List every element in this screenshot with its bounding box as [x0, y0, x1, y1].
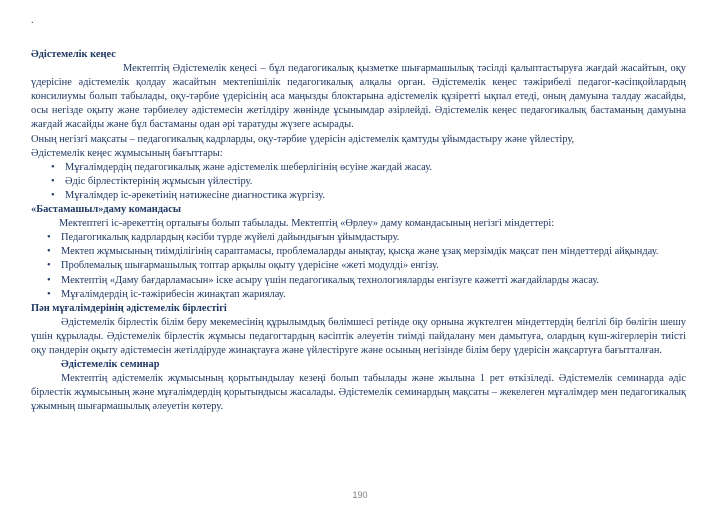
page-content: [31, 48, 686, 414]
association-heading: Пән мұғалімдерінің әдістемелік бірлестігі: [31, 302, 227, 314]
page-number: 190: [352, 490, 368, 500]
council-goal: Оның негізгі мақсаты – педагогикалық кадрларды, оқу-тәрбие үдерісін әдістемелік қамтуды ұйымдастыру және үйлестіру,: [31, 133, 575, 145]
list-item: • Мұғалімдер іс-әрекетінің нәтижесіне диагностика жүргізу.: [31, 189, 686, 203]
list-item: • Әдіс бірлестіктерінің жұмысын үйлестіру.: [31, 175, 686, 189]
list-item: • Мұғалімдердің педагогикалық және әдістемелік шеберлігінің өсуіне жағдай жасау.: [31, 161, 686, 175]
list-item: • Проблемалық шығармашылық топтар арқылы оқыту үдерісіне «жеті модулді» енгізу.: [31, 259, 686, 273]
council-directions-title: Әдістемелік кеңес жұмысының бағыттары:: [31, 147, 223, 159]
council-directions-list: [31, 161, 686, 203]
association-paragraph: Әдістемелік бірлестік білім беру мекемесінің құрылымдық бөлімшесі ретінде оқу орнына жүктелген міндеттердің белгілі бір бөлігін шешу үшін құрылады. Әдістемелік бірлестік жұмысы педагогтардың кәсіптік әлеуетін тиімді пайдалану мен дамытуға, олардың күш-жігерлерін тиісті оқу пәндерін оқыту әдістемесін жетілдіруде жинақтауға және үйлестіруге және осының негізінде білім беру үдерісін жақсартуға бағытталған.: [31, 316, 686, 356]
top-mark: .: [31, 15, 34, 26]
council-heading: Әдістемелік кеңес: [31, 49, 116, 60]
list-item: • Педагогикалық кадрлардың кәсіби түрде жүйелі дайындығын ұйымдастыру.: [31, 231, 686, 245]
list-item: • Мектеп жұмысының тиімділігінің сараптамасы, проблемаларды анықтау, қысқа және ұзақ мерзімдік мақсат пен міндеттерді айқындау.: [31, 245, 686, 259]
list-item: • Мұғалімдердің іс-тәжірибесін жинақтап жариялау.: [31, 288, 686, 302]
council-paragraph: Мектептің Әдістемелік кеңесі – бұл педагогикалық қызметке шығармашылық тәсілді қалыптастыруға жағдай жасайтын, оқу үдерісіне әдістемелік қолдау жасайтын мектепішілік педагогикалық алқалы орган. Әдістемелік кеңес тәжірибелі педагог-кәсіпқойлардың консилиумы болып табылады, оқу-тәрбие үдерісінің аса маңызды блоктарына әдістемелік құзіретті ықпал етеді, оның дамуына талдау жасайды, осы негізде оқыту және тәрбиелеу әдістемесін жетілдіру жөнінде ұсынымдар әзірлейді. Әдістемелік кеңес педагогикалық бастаманың дамуына жағдай жасайды және бұл бастаманы одан әрі таратуды жүзеге асырады.: [31, 63, 686, 131]
team-tasks-list: [31, 231, 686, 301]
seminar-paragraph: Мектептің әдістемелік жұмысының қорытындылау кезеңі болып табылады және жылына 1 рет өткізіледі. Әдістемелік семинарда әдіс бірлестік жұмысының және мұғалімдердің қорытындысы жасалады. Әдістемелік семинардың мақсаты – жекелеген мұғалімдер мен педагогикалық ұжымның шығармашылық әлеуетін көтеру.: [31, 373, 686, 413]
team-heading: «Бастамашыл»даму командасы: [31, 204, 181, 216]
seminar-heading: Әдістемелік семинар: [61, 359, 160, 371]
team-intro: Мектептегі іс-әрекеттің орталығы болып табылады. Мектептің «Өрлеу» даму командасының негізгі міндеттері:: [59, 218, 555, 230]
list-item: • Мектептің «Даму бағдарламасын» іске асыру үшін педагогикалық технологияларды енгізуге кәжетті жағдайларды жасау.: [31, 274, 686, 288]
